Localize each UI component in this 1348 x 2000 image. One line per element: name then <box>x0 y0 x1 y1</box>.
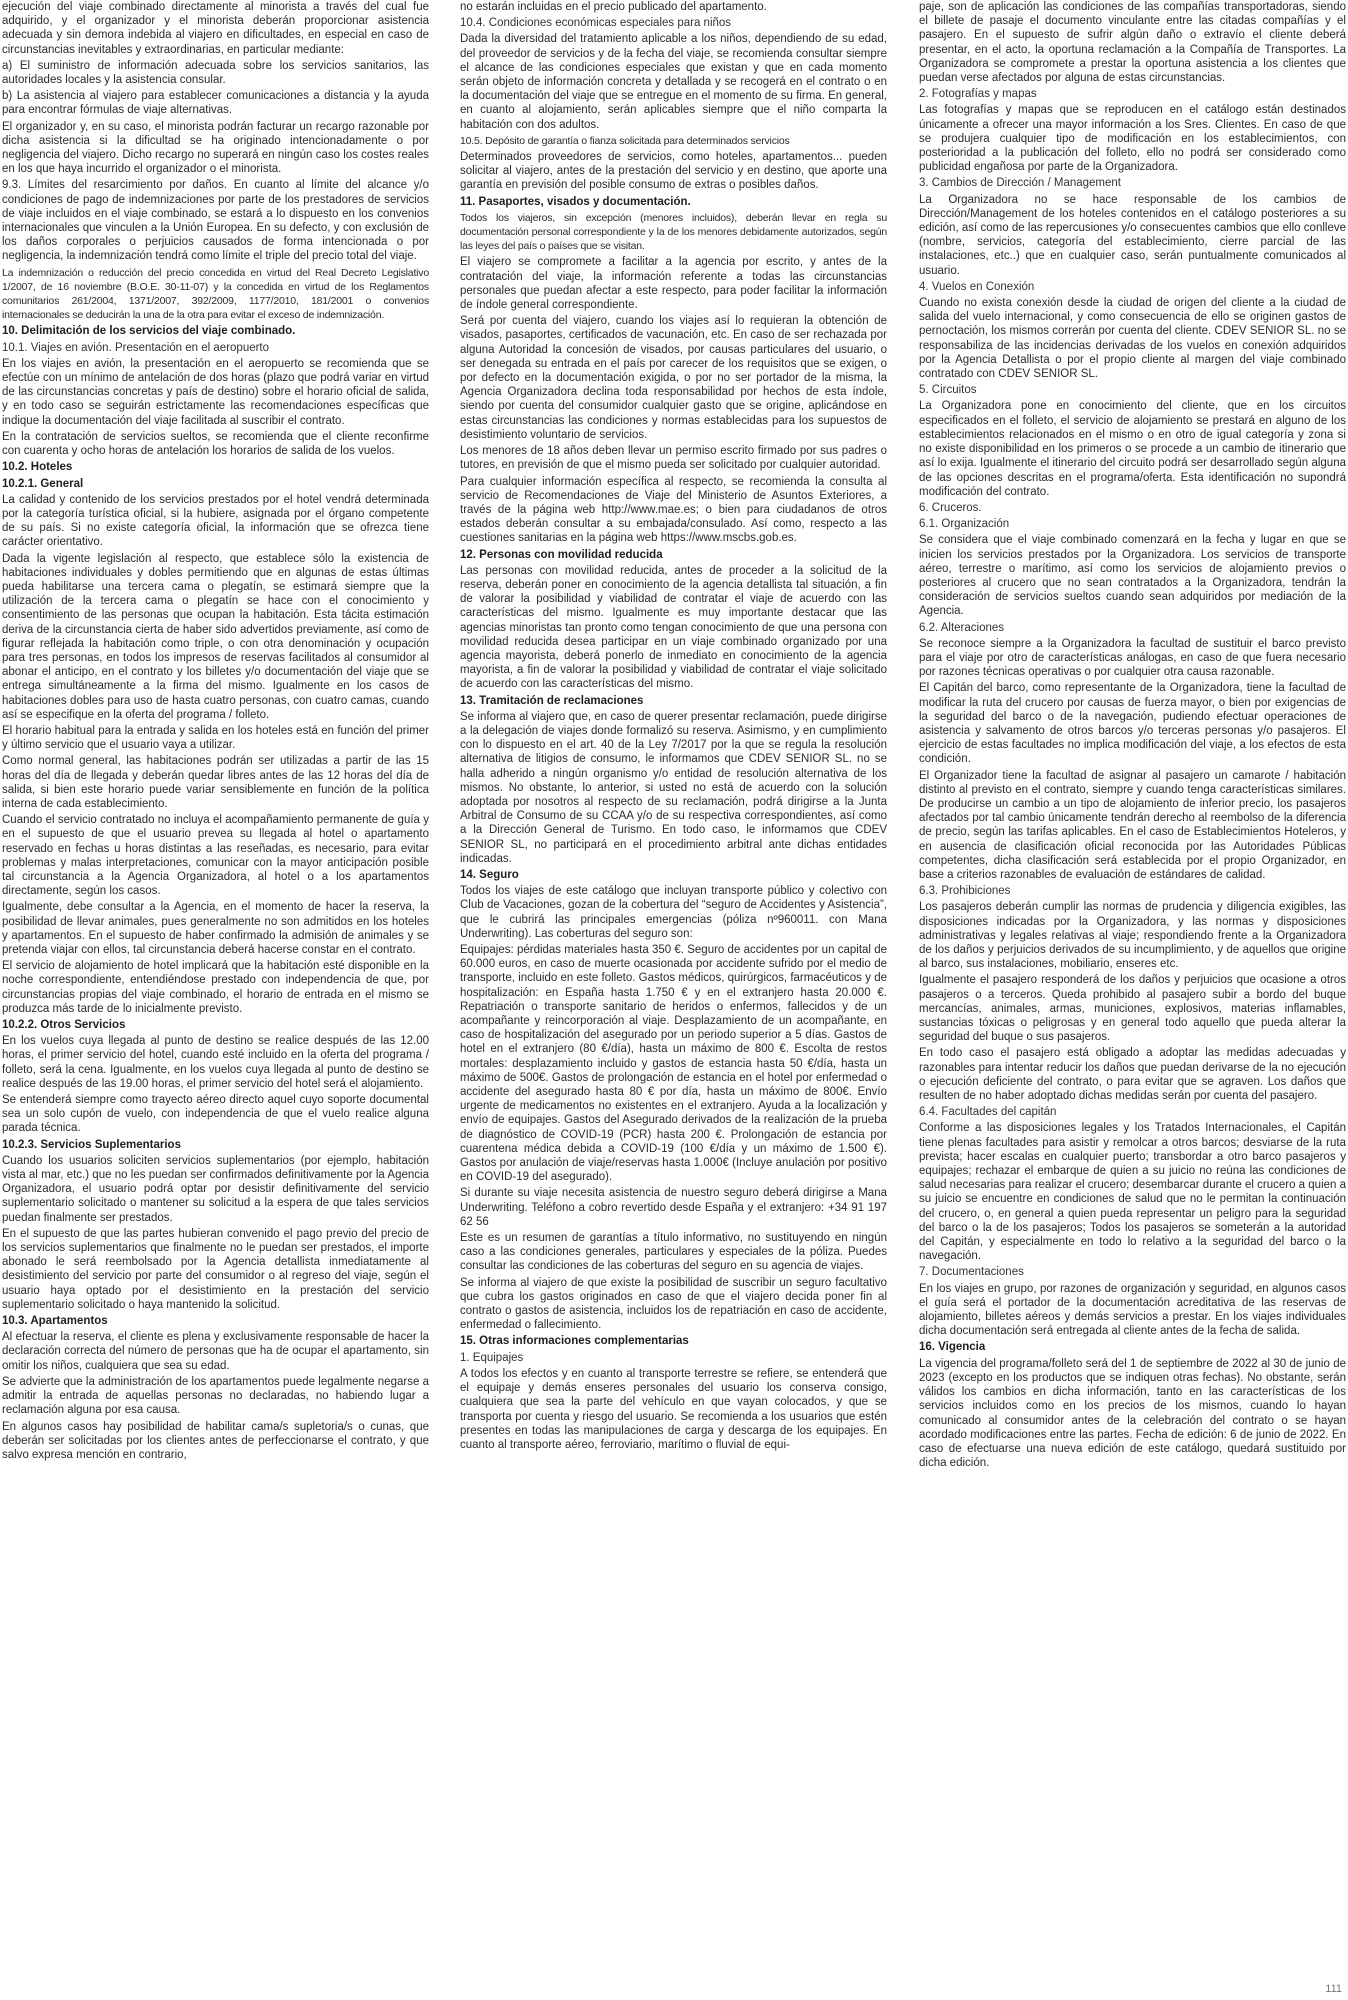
subsection-heading: 2. Fotografías y mapas <box>919 88 1037 101</box>
page-number: 111 <box>1325 1982 1342 1995</box>
subsection-heading: 10.1. Viajes en avión. Presentación en el aeropuerto <box>2 341 270 354</box>
paragraph: Se reconoce siempre a la Organizadora la facultad de sustituir el barco previsto para el viaje por otro de características análogas, en caso de que fuera necesario por razones técnicas operativas o por cualquier otra causa razonable. <box>919 637 1346 679</box>
subsection-heading: 7. Documentaciones <box>919 1266 1024 1279</box>
paragraph: La Organizadora no se hace responsable de los cambios de Dirección/Management de los hoteles contenidos en el catálogo posteriores a su edición, así como de las repercusiones y/o consecuentes cambios que ello conlleve (nombre, servicios, categoría del establecimiento, cierre parcial de las instalaciones, etc..) que en cualquier caso, serán puntualmente comunicados al usuario. <box>919 193 1346 277</box>
subsection-heading: 6.2. Alteraciones <box>919 621 1005 634</box>
paragraph: Los menores de 18 años deben llevar un permiso escrito firmado por sus padres o tutores, en previsión de que el mismo pueda ser solicitado por cualquier autoridad. <box>460 445 887 472</box>
paragraph: Cuando los usuarios soliciten servicios suplementarios (por ejemplo, habitación vista al mar, etc.) que no les puedan ser confirmados definitivamente por la Agencia Organizadora, el usuario podrá optar por desistir definitivamente del servicio suplementario solicitado o mantener su solicitud a la espera de que tales servicios puedan finalmente ser prestados. <box>2 1154 429 1224</box>
paragraph: Para cualquier información específica al respecto, se recomienda la consulta al servicio de Recomendaciones de Viaje del Ministerio de Asuntos Exteriores, a través de la página web http://www.mae.es; o bien para ciudadanos de otros estados deberán consultar a su embajada/consulado. Así como, respecto a las cuestiones sanitarias en la página web https://www.mscbs.gob.es. <box>460 475 887 545</box>
paragraph: a) El suministro de información adecuada sobre los servicios sanitarios, las autoridades locales y la asistencia consular. <box>2 59 429 87</box>
paragraph: Dada la vigente legislación al respecto, que establece sólo la existencia de habitaciones individuales y dobles permitiendo que en algunas de estas últimas pueda habilitarse una tercera cama o plegatín, se estimará siempre que la utilización de la tercera cama o plegatín se hace con el conocimiento y consentimiento de las personas que ocupan la habitación. Esta tácita estimación deriva de la circunstancia cierta de haber sido advertidos previamente, así como de figurar reflejada la habitación como triple, o con otra denominación y ocupación para tres personas, en todos los impresos de reservas facilitados al consumidor al abonar el anticipo, en el contrato y los billetes y/o documentación del viaje que se entrega simultáneamente a la firma del mismo. Igualmente en los casos de habitaciones dobles para uso de hasta cuatro personas, con cuatro camas, cuando así se especifique en la oferta del programa / folleto. <box>2 552 429 721</box>
column-2 <box>460 0 887 1990</box>
paragraph: 10.5. Depósito de garantía o fianza solicitada para determinados servicios <box>460 134 790 147</box>
subsection-heading: 6.4. Facultades del capitán <box>919 1106 1057 1119</box>
paragraph: En la contratación de servicios sueltos, se recomienda que el cliente reconfirme con cuarenta y ocho horas de antelación los horarios de salida de los vuelos. <box>2 430 429 458</box>
paragraph: El viajero se compromete a facilitar a la agencia por escrito, y antes de la contratación del viaje, la información referente a todas las circunstancias personales que puedan afectar a este respecto, para poder facilitar la información de índole general correspondiente. <box>460 256 887 312</box>
section-heading: 14. Seguro <box>460 868 519 881</box>
paragraph: b) La asistencia al viajero para establecer comunicaciones a distancia y la ayuda para encontrar fórmulas de viaje alternativas. <box>2 90 429 117</box>
paragraph: Se advierte que la administración de los apartamentos puede legalmente negarse a admitir la entrada de aquellas personas no declaradas, no habiendo lugar a reclamación alguna por esa causa. <box>2 1375 429 1417</box>
paragraph: Determinados proveedores de servicios, como hoteles, apartamentos... pueden solicitar al viajero, antes de la prestación del servicio y en destino, que aporte una garantía en previsión del posible consumo de extras o posibles daños. <box>460 151 887 192</box>
section-heading: 10.3. Apartamentos <box>2 1315 108 1328</box>
subsection-heading: 10.4. Condiciones económicas especiales para niños <box>460 17 732 30</box>
paragraph: no estarán incluidas en el precio publicado del apartamento. <box>460 1 767 13</box>
paragraph: En los viajes en grupo, por razones de organización y seguridad, en algunos casos el guía será el portador de la documentación acreditativa de las reservas de alojamiento, billetes aéreos y demás servicios a prestar. En los viajes individuales dicha documentación será entregada al cliente antes de la fecha de salida. <box>919 1282 1346 1338</box>
paragraph: paje, son de aplicación las condiciones de las compañías transportadoras, siendo el billete de pasaje el documento vinculante entre las citadas compañías y el pasajero. En el supuesto de sufrir algún daño o extravío el cliente deberá presentar, en el acto, la oportuna reclamación a la Compañía de Transportes. La Organizadora se compromete a prestar la oportuna asistencia a los clientes que puedan verse afectados por alguna de estas circunstancias. <box>919 1 1346 85</box>
paragraph: 9.3. Límites del resarcimiento por daños. En cuanto al límite del alcance y/o condiciones de pago de indemnizaciones por parte de los prestadores de servicios de viaje incluidos en el viaje combinado, se estará a lo dispuesto en los convenios internacionales que vinculen a la Unión Europea. En su defecto, y con exclusión de los daños corporales o perjuicios causados de forma intencionada o por negligencia, la indemnización tendrá como límite el triple del precio total del viaje. <box>2 179 429 263</box>
section-heading: 16. Vigencia <box>919 1341 986 1354</box>
paragraph: Dada la diversidad del tratamiento aplicable a los niños, dependiendo de su edad, del proveedor de servicios y de la fecha del viaje, se recomienda consultar siempre el alcance de las condiciones especiales que existan y que en cada momento serán objeto de información concreta y detallada y se recogerá en el contrato o en la documentación del viaje que se entregue en el momento de su firma. En general, en cuanto al alojamiento, serán aplicables siempre que el niño comparta la habitación con dos adultos. <box>460 33 887 131</box>
section-heading: 10. Delimitación de los servicios del viaje combinado. <box>2 325 296 338</box>
paragraph: Será por cuenta del viajero, cuando los viajes así lo requieran la obtención de visados, pasaportes, certificados de vacunación, etc. En caso de ser rechazada por alguna Autoridad la concesión de visados, por causas particulares del usuario, o ser denegada su entrada en el país por carecer de los requisitos que se exigen, o por defecto en la documentación exigida, o por no ser portador de la misma, la Agencia Organizadora declina toda responsabilidad por hechos de esta índole, siendo por cuenta del consumidor cualquier gasto que se origine, aplicándose en estas circunstancias las condiciones y normas establecidas para los supuestos de desistimiento voluntario de servicios. <box>460 315 887 441</box>
section-heading: 10.2.1. General <box>2 477 84 490</box>
paragraph: En todo caso el pasajero está obligado a adoptar las medidas adecuadas y razonables para intentar reducir los daños que puedan derivarse de la no ejecución o ejecución deficiente del contrato, o para evitar que se agraven. Los daños que resulten de no haber adoptado dichas medidas serán por cuenta del pasajero. <box>919 1047 1346 1103</box>
paragraph: Las personas con movilidad reducida, antes de proceder a la solicitud de la reserva, deberán poner en conocimiento de la agencia detallista tal situación, a fin de valorar la posibilidad y viabilidad de contratar el viaje de acuerdo con las características del mismo. Igualmente es muy importante destacar que las agencias minoristas tan pronto como tengan conocimiento de que una persona con movilidad reducida desea participar en un viaje combinado organizado por una agencia mayorista, deberá ponerlo de inmediato en conocimiento de la agencia mayorista, a fin de valorar la posibilidad y viabilidad de contratar el viaje solicitado de acuerdo con las características del mismo. <box>460 564 887 691</box>
section-heading: 15. Otras informaciones complementarias <box>460 1335 689 1348</box>
paragraph: La indemnización o reducción del precio concedida en virtud del Real Decreto Legislativo 1/2007, de 16 noviembre (B.O.E. 30-11-07) y la concedida en virtud de los Reglamentos comunitarios 261/2004, 1371/2007, 392/2009, 1177/2010, 181/2001 o convenios internacionales se deducirán la una de la otra para evitar el exceso de indemnización. <box>2 266 429 322</box>
paragraph: En el supuesto de que las partes hubieran convenido el pago previo del precio de los servicios suplementarios que finalmente no le puedan ser prestados, el importe abonado le será reembolsado por la Agencia detallista inmediatamente al desistimiento del servicio por parte del consumidor o al regreso del viaje, según el usuario haya optado por el desistimiento en la prestación del servicio suplementario solicitado o haya mantenido la solicitud. <box>2 1227 429 1311</box>
paragraph: La Organizadora pone en conocimiento del cliente, que en los circuitos especificados en el folleto, el servicio de alojamiento se prestará en alguno de los establecimientos relacionados en el mismo o en otro de igual categoría y zona si no existe disponibilidad en los primeros o se procede a un cambio de itinerario que así lo exija. Igualmente el itinerario del circuito podrá ser desarrollado según alguna de las opciones descritas en el programa/oferta. Esta identificación no supondrá modificación del contrato. <box>919 400 1346 498</box>
subsection-heading: 6.3. Prohibiciones <box>919 885 1011 898</box>
paragraph: Cuando el servicio contratado no incluya el acompañamiento permanente de guía y en el supuesto de que el usuario prevea su llegada al hotel o apartamento reservado en fechas u horas distintas a las reseñadas, es necesario, para evitar problemas y malas interpretaciones, comunicar con la mayor anticipación posible tal circunstancia a la Agencia Organizadora, al hotel o a los apartamentos directamente, según los casos. <box>2 814 429 898</box>
section-heading: 10.2.3. Servicios Suplementarios <box>2 1138 181 1151</box>
paragraph: Los pasajeros deberán cumplir las normas de prudencia y diligencia exigibles, las disposiciones indicadas por la Organizadora, y las normas y disposiciones administrativas y legales relativas al viaje; respondiendo frente a la Organizadora de los daños y perjuicios derivados de su incumplimiento, y de aquellos que origine al barco, sus instalaciones, mobiliario, enseres etc. <box>919 901 1346 971</box>
paragraph: A todos los efectos y en cuanto al transporte terrestre se refiere, se entenderá que el equipaje y demás enseres personales del usuario los conserva consigo, cualquiera que sea la parte del vehículo en que vayan colocados, y que se transporta por cuenta y riesgo del usuario. Se recomienda a los usuarios que estén presentes en todas las manipulaciones de carga y descarga de los equipajes. En cuanto al transporte aéreo, ferroviario, marítimo o fluvial de equi- <box>460 1367 887 1451</box>
subsection-heading: 6.1. Organización <box>919 518 1010 531</box>
paragraph: Igualmente el pasajero responderá de los daños y perjuicios que ocasione a otros pasajeros o a terceros. Queda prohibido al pasajero subir a bordo del buque mercancías, animales, armas, municiones, explosivos, materias inflamables, sustancias tóxicas o peligrosas y en general todo aquello que pueda alterar la seguridad del buque o sus pasajeros. <box>919 974 1346 1044</box>
section-heading: 10.2. Hoteles <box>2 461 73 474</box>
column-3 <box>919 0 1346 1990</box>
paragraph: El organizador y, en su caso, el minorista podrán facturar un recargo razonable por dicha asistencia si la dificultad se ha originado intencionadamente o por negligencia del viajero. Dicho recargo no superará en ningún caso los costes reales en los que haya incurrido el organizador o el minorista. <box>2 120 429 176</box>
section-heading: 10.2.2. Otros Servicios <box>2 1019 126 1032</box>
subsection-heading: 6. Cruceros. <box>919 501 982 514</box>
paragraph: Conforme a las disposiciones legales y los Tratados Internacionales, el Capitán tiene plenas facultades para asistir y remolcar a otros barcos; desviarse de la ruta prevista; hacer escalas en cualquier puerto; transbordar a otro barco pasajeros y equipajes; rechazar el embarque de quien a su juicio no reúna las condiciones de salud necesarias para realizar el crucero; desembarcar durante el crucero a quien a su juicio se encuentre en condiciones de salud que no le permitan la continuación del crucero, o, en general a quien pueda representar un peligro para la seguridad del barco o la de los pasajeros; Todos los pasajeros se someterán a la autoridad del Capitán, y especialmente en todo lo relativo a la seguridad del barco o la navegación. <box>919 1122 1346 1263</box>
column-1 <box>2 0 429 1990</box>
section-heading: 11. Pasaportes, visados y documentación. <box>460 195 691 208</box>
paragraph: Equipajes: pérdidas materiales hasta 350 €. Seguro de accidentes por un capital de 60.000 euros, en caso de muerte ocasionada por accidente sufrido por el medio de transporte, incluido en este folleto. Gastos médicos, quirúrgicos, farmacéuticos y de hospitalización: en España hasta 1.750 € y en el extranjero hasta 20.000 €. Repatriación o transporte sanitario de heridos o enfermos, fallecidos y de un acompañante y reincorporación al viaje. Desplazamiento de un acompañante, en caso de hospitalización del asegurado por un periodo superior a 5 días. Gastos de hotel en el extranjero (80 €/día), hasta un máximo de 800 €. Escolta de restos mortales: desplazamiento incluido y gastos de estancia hasta 50 €/día, hasta un máximo de 500€. Gastos de prolongación de estancia en el hotel por enfermedad o accidente del asegurado hasta 80 € por día, hasta un máximo de 800€. Envío urgente de medicamentos no existentes en el extranjero. Ayuda a la localización y envío de equipajes. Gastos del Asegurado derivados de la realización de la prueba de diagnóstico de COVID-19 (PCR) hasta 200 €. Prolongación de estancia por cuarentena médica debida a COVID-19 (100 €/día y un máximo de 1.500 €). Gastos por anulación de viaje/reservas hasta 1.000€ (Incluye anulación por positivo en COVID-19 del asegurado). <box>460 944 887 1184</box>
paragraph: Si durante su viaje necesita asistencia de nuestro seguro deberá dirigirse a Mana Underwriting. Teléfono a cobro revertido desde España y el extranjero: +34 91 197 62 56 <box>460 1187 887 1228</box>
paragraph: En algunos casos hay posibilidad de habilitar cama/s supletoria/s o cunas, que deberán ser solicitadas por los clientes antes de perfeccionarse el contrato, y que salvo expresa mención en contrario, <box>2 1420 429 1461</box>
paragraph: En los viajes en avión, la presentación en el aeropuerto se recomienda que se efectúe con un mínimo de antelación de dos horas (plazo que podrá variar en virtud de las circunstancias concretas y país de destino) sobre el horario oficial de salida, y en todo caso se seguirán estrictamente las recomendaciones específicas que indique la documentación del viaje facilitada al suscribir el contrato. <box>2 357 429 427</box>
paragraph: Se entenderá siempre como trayecto aéreo directo aquel cuyo soporte documental sea un solo cupón de vuelo, con independencia de que el vuelo realice alguna parada técnica. <box>2 1094 429 1135</box>
paragraph: Se informa al viajero que, en caso de querer presentar reclamación, puede dirigirse a la delegación de viajes donde formalizó su reserva. Asimismo, y en cumplimiento con lo dispuesto en el art. 40 de la Ley 7/2017 por la que se regula la resolución alternativa de litigios de consumo, le informamos que CDEV SENIOR SL. no se halla adherido a ningún organismo y/o entidad de resolución alternativa de los mismos. No obstante, lo anterior, si usted no está de acuerdo con la solución adoptada por nosotros al respecto de su reclamación, podrá dirigirse a la Junta Arbitral de Consumo de su CCAA y/o de su respectiva correspondientes, así como a la Dirección General de Turismo. En todo caso, le informamos que CDEV SENIOR SL, no participará en el procedimiento arbitral ante dichas entidades indicadas. <box>460 710 887 865</box>
paragraph: Todos los viajeros, sin excepción (menores incluidos), deberán llevar en regla su documentación personal correspondiente y la de los menores debidamente autorizados, según las leyes del país o países que se visitan. <box>460 211 887 253</box>
paragraph: Se informa al viajero de que existe la posibilidad de suscribir un seguro facultativo que cubra los gastos originados en caso de que el viajero decida poner fin al contrato o gastos de asistencia, incluidos los de repatriación en caso de accidente, enfermedad o fallecimiento. <box>460 1276 887 1332</box>
subsection-heading: 3. Cambios de Dirección / Management <box>919 177 1121 190</box>
paragraph: Este es un resumen de garantías a título informativo, no sustituyendo en ningún caso a las condiciones generales, particulares y especiales de la póliza. Puedes consultar las condiciones de las coberturas del seguro en su agencia de viajes. <box>460 1232 887 1273</box>
paragraph: Todos los viajes de este catálogo que incluyan transporte público y colectivo con Club de Vacaciones, gozan de la cobertura del “seguro de Accidentes y Asistencia”, que le cubrirá las principales emergencias (póliza nº960011. con Mana Underwriting). Las coberturas del seguro son: <box>460 885 887 940</box>
paragraph: Se considera que el viaje combinado comenzará en la fecha y lugar en que se inicien los servicios prestados por la Organizadora. Los servicios de transporte aéreo, terrestre o marítimo, así como los servicios de alojamiento previos o posteriores al crucero que no sean contratados a la Organizadora, tendrán la consideración de servicios sueltos cuando sean adquiridos por mediación de la Agencia. <box>919 534 1346 618</box>
subsection-heading: 4. Vuelos en Conexión <box>919 280 1035 293</box>
subsection-heading: 5. Circuitos <box>919 384 977 397</box>
paragraph: Cuando no exista conexión desde la ciudad de origen del cliente a la ciudad de salida del vuelo internacional, y como consecuencia de ello se originen gastos de pernoctación, los mismos correrán por cuenta del cliente. CDEV SENIOR SL. no se responsabiliza de las incidencias derivadas de los vuelos en conexión adquiridos por la Agencia Detallista o por el propio cliente al margen del viaje combinado contratado con CDEV SENIOR SL. <box>919 297 1346 381</box>
paragraph: La vigencia del programa/folleto será del 1 de septiembre de 2022 al 30 de junio de 2023 (excepto en los productos que se indiquen otras fechas). No obstante, serán válidos los cambios en dicha información, tanto en las características de los servicios incluidos como en los precios de los mismos, cuando lo hayan comunicado al consumidor antes de la celebración del contrato o se hayan acordado modificaciones entre las partes. Fecha de edición: 6 de junio de 2022. En caso de efectuarse una nueva edición de este catálogo, quedará sustituido por dicha edición. <box>919 1357 1346 1470</box>
paragraph: La calidad y contenido de los servicios prestados por el hotel vendrá determinada por la categoría turística oficial, si la hubiere, asignada por el órgano competente de su país. Si no existe categoría oficial, la información que se ofrezca tiene carácter orientativo. <box>2 493 429 549</box>
subsection-heading: 1. Equipajes <box>460 1351 524 1364</box>
paragraph: El horario habitual para la entrada y salida en los hoteles está en función del primer y último servicio que el usuario vaya a utilizar. <box>2 724 429 752</box>
paragraph: ejecución del viaje combinado directamente al minorista a través del cual fue adquirido, y el organizador y el minorista deberán proporcionar asistencia adecuada y sin demora indebida al viajero en dificultades, en especial en caso de circunstancias inevitables y extraordinarias, en particular mediante: <box>2 1 429 56</box>
paragraph: El Organizador tiene la facultad de asignar al pasajero un camarote / habitación distinto al previsto en el contrato, siempre y cuando tenga características similares. De producirse un cambio a un tipo de alojamiento de inferior precio, los pasajeros afectados por tal cambio únicamente tendrán derecho al reembolso de la diferencia de precio, según las tarifas aplicables. En el caso de Establecimientos Hoteleros, y en ausencia de clasificación oficial reconocida por las Autoridades Públicas competentes, dicha clasificación será establecida por el propio Organizador, en base a criterios razonables de evaluación de estándares de calidad. <box>919 769 1346 881</box>
paragraph: Igualmente, debe consultar a la Agencia, en el momento de hacer la reserva, la posibilidad de llevar animales, pues generalmente no son admitidos en los hoteles y apartamentos. En el supuesto de haber confirmado la admisión de animales y se pretenda viajar con ellos, tal circunstancia deberá hacerse constar en el contrato. <box>2 901 429 956</box>
section-heading: 13. Tramitación de reclamaciones <box>460 694 644 707</box>
paragraph: Las fotografías y mapas que se reproducen en el catálogo están destinados únicamente a ofrecer una mayor información a los Sres. Clientes. En caso de que se produjera cualquier tipo de modificación en los establecimientos, con posterioridad a la publicación del folleto, ello no podrá ser considerado como publicidad engañosa por parte de la Organizadora. <box>919 104 1346 174</box>
paragraph: En los vuelos cuya llegada al punto de destino se realice después de las 12.00 horas, el primer servicio del hotel, cuando esté incluido en la oferta del programa / folleto, será la cena. Igualmente, en los vuelos cuya llegada al punto de destino se realice después de las 19.00 horas, el primer servicio del hotel será el alojamiento. <box>2 1035 429 1090</box>
paragraph: El servicio de alojamiento de hotel implicará que la habitación esté disponible en la noche correspondiente, entendiéndose prestado con independencia de que, por circunstancias propias del viaje combinado, el horario de entrada en el mismo se produzca más tarde de lo inicialmente previsto. <box>2 960 429 1015</box>
section-heading: 12. Personas con movilidad reducida <box>460 548 663 561</box>
paragraph: Al efectuar la reserva, el cliente es plena y exclusivamente responsable de hacer la declaración correcta del número de personas que ha de ocupar el apartamento, sin omitir los niños, cualquiera que sea su edad. <box>2 1331 429 1372</box>
paragraph: Como normal general, las habitaciones podrán ser utilizadas a partir de las 15 horas del día de llegada y deberán quedar libres antes de las 12 horas del día de salida, si bien este horario puede variar sensiblemente en función de la política interna de cada establecimiento. <box>2 755 429 810</box>
paragraph: El Capitán del barco, como representante de la Organizadora, tiene la facultad de modificar la ruta del crucero por causas de fuerza mayor, o bien por exigencias de la seguridad del barco o de la navegación, pudiendo efectuar operaciones de asistencia y salvamento de otros barcos y/o terceras personas y/o pasajeros. El ejercicio de estas facultades no implica modificación del viaje, a los efectos de esta condición. <box>919 682 1346 766</box>
